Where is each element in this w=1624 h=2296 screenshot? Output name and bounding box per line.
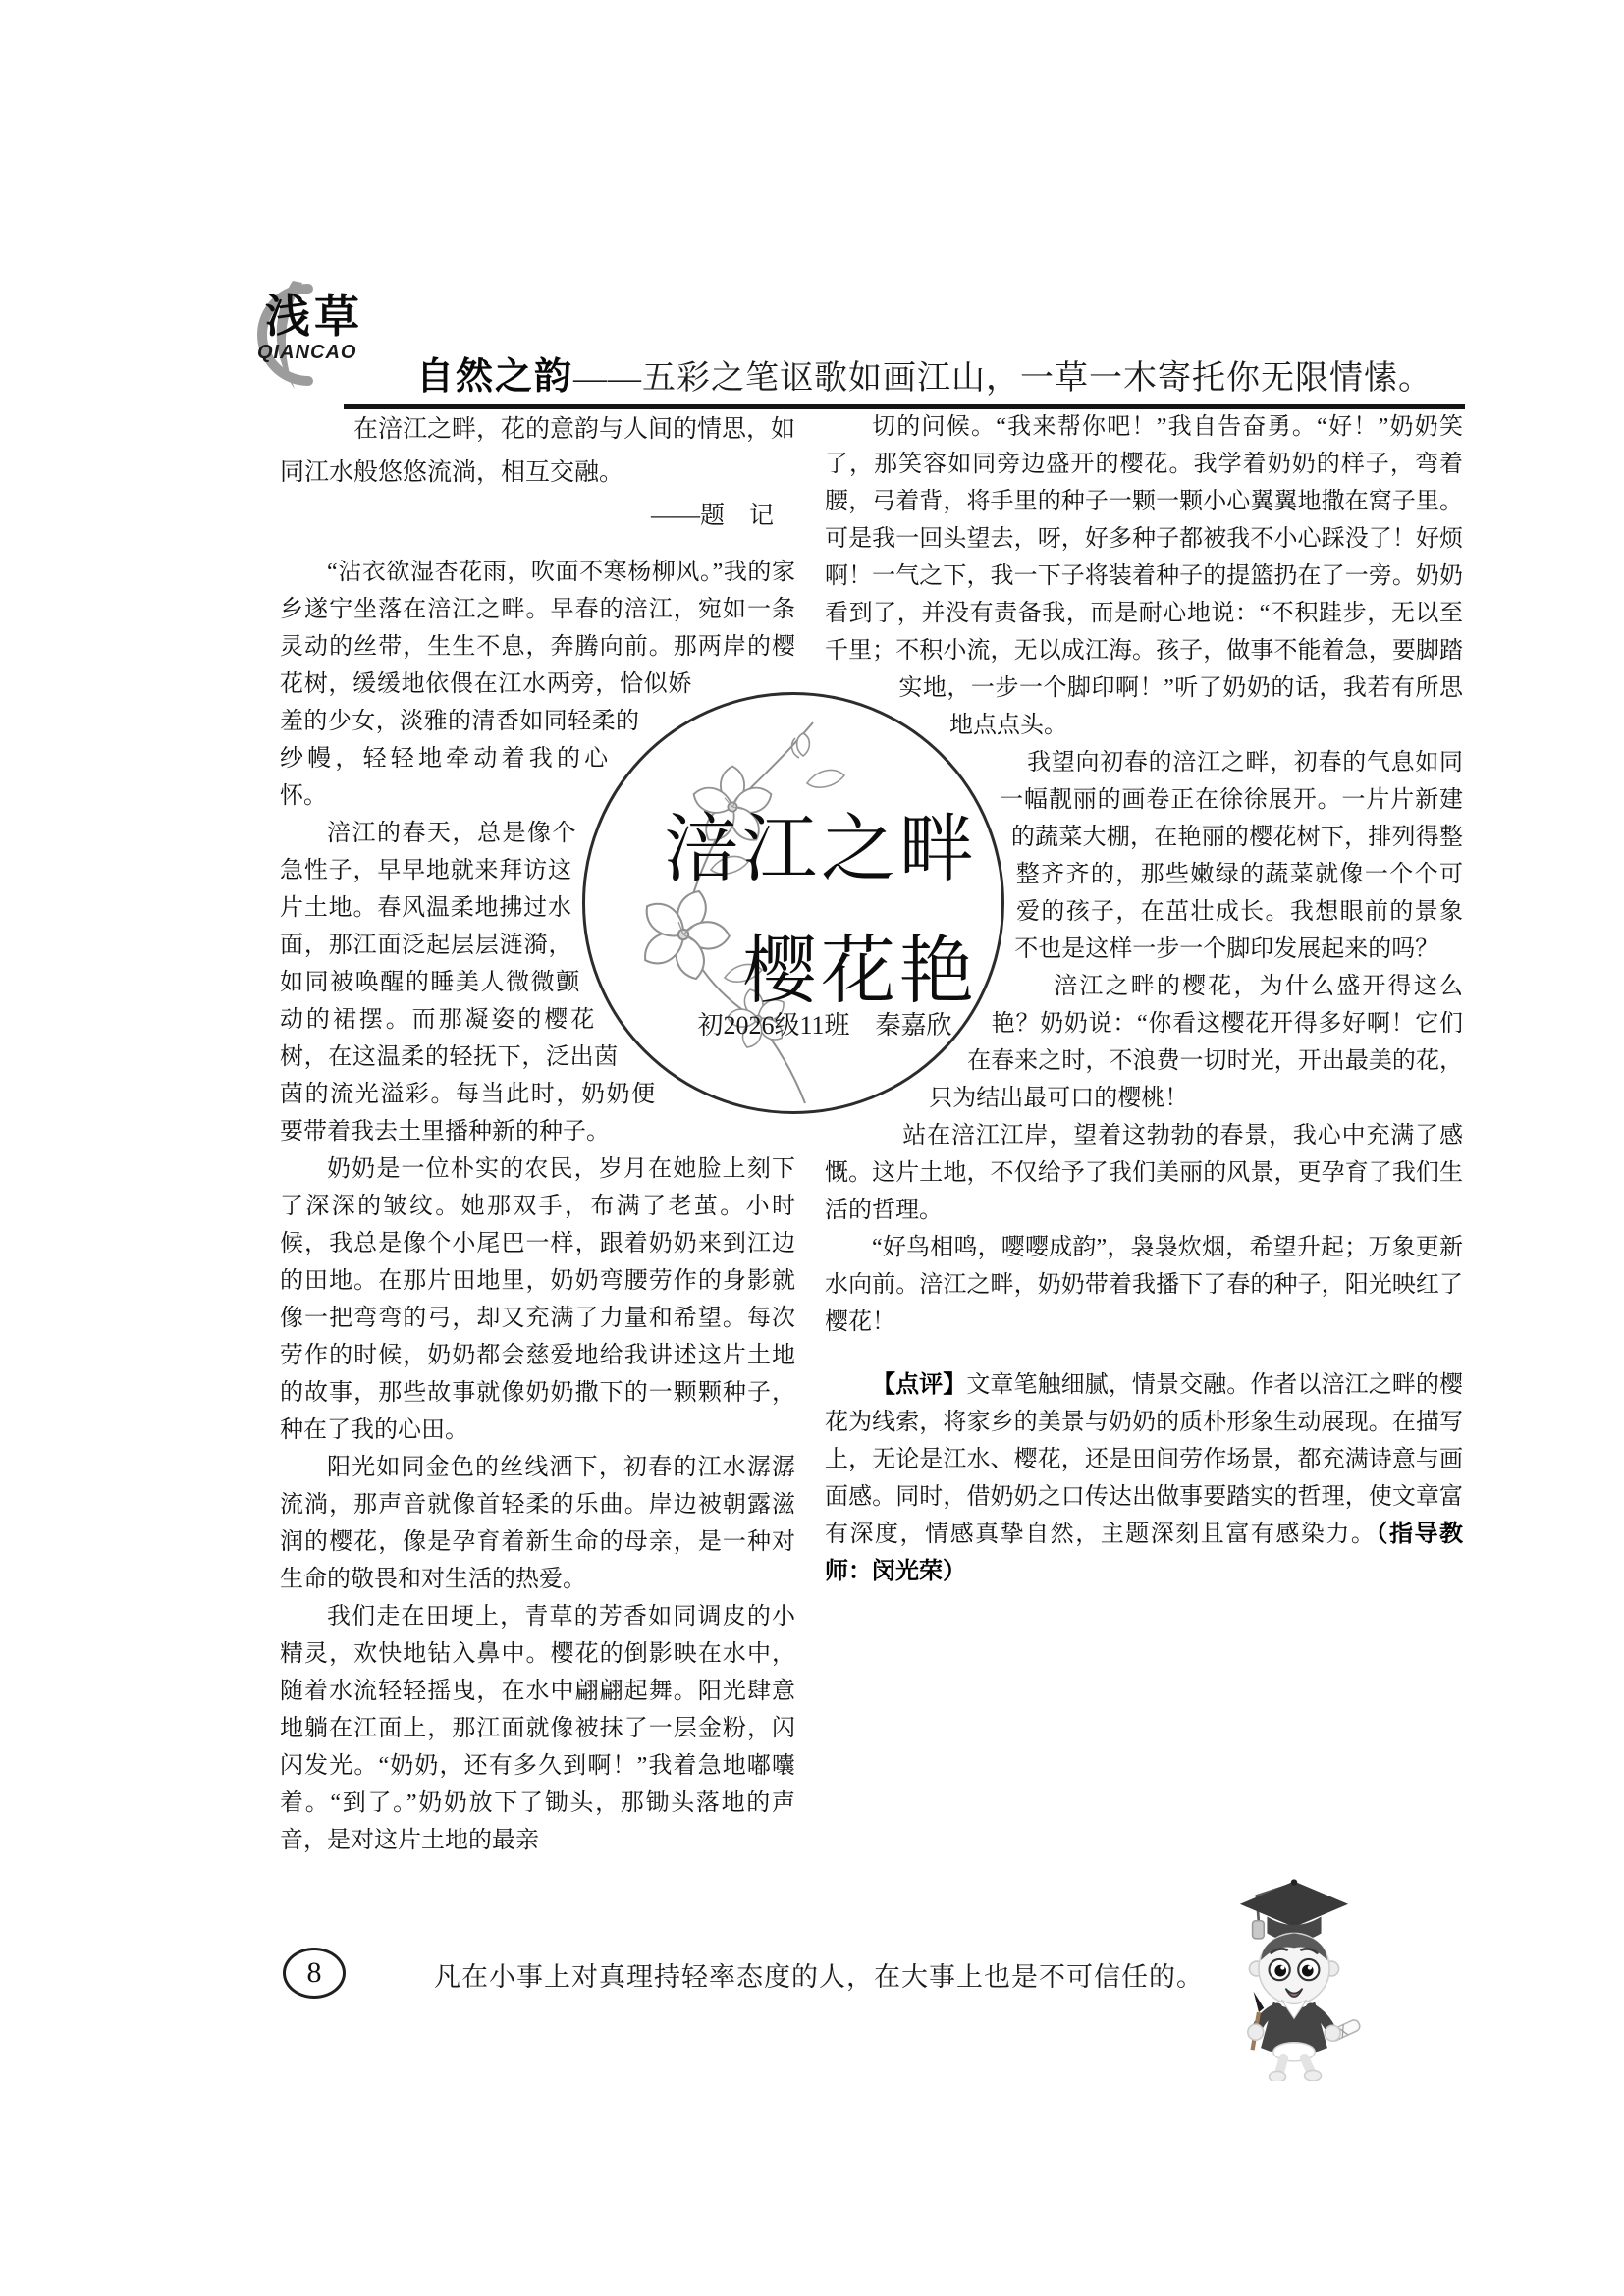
paragraph: “沾衣欲湿杏花雨，吹面不寒杨柳风。”我的家乡遂宁坐落在涪江之畔。早春的涪江，宛如一条灵动的丝带，生生不息，奔腾向前。那两岸的樱花树，缓缓地依偎在江水两旁，恰似娇羞的少女，淡雅的清香如同轻柔的纱幔，轻轻地牵动着我的心怀。 — [280, 560, 795, 809]
article-title-line2: 樱花艳 — [742, 930, 978, 1013]
logo-chinese-text: 浅草 — [265, 292, 363, 342]
paragraph: 阳光如同金色的丝线洒下，初春的江水潺潺流淌，那声音就像首轻柔的乐曲。岸边被朝露滋润的樱花，像是孕育着新生命的母亲，是一种对生命的敬畏和对生活的热爱。 — [280, 1455, 795, 1592]
article-title-line1: 涪江之畔 — [664, 808, 978, 891]
comment-text: 文章笔触细腻，情景交融。作者以涪江之畔的樱花为线索，将家乡的美景与奶奶的质朴形象生动展现。在描写上，无论是江水、樱花，还是田间劳作场景，都充满诗意与画面感。同时，借奶奶之口传达出做事要踏实的哲理，使文章富有深度，情感真挚自然，主题深刻且富有感染力。 — [825, 1372, 1464, 1547]
paragraph: 涪江之畔的樱花，为什么盛开得这么艳？奶奶说：“你看这樱花开得多好啊！它们在春来之时，不浪费一切时光，开出最美的花，只为结出最可口的樱桃！ — [929, 974, 1463, 1111]
paragraph: 站在涪江江岸，望着这勃勃的春景，我心中充满了感慨。这片土地，不仅给予了我们美丽的风景，更孕育了我们生活的哲理。 — [825, 1123, 1463, 1223]
column-subtitle: ——五彩之笔讴歌如画江山，一草一木寄托你无限情愫。 — [573, 360, 1434, 397]
epigraph-attribution: ——题 记 — [650, 503, 774, 529]
paragraph: 我们走在田埂上，青草的芳香如同调皮的小精灵，欢快地钻入鼻中。樱花的倒影映在水中，随着水流轻轻摇曳，在水中翩翩起舞。阳光肆意地躺在江面上，那江面就像被抹了一层金粉，闪闪发光。“奶奶，还有多久到啊！”我着急地嘟囔着。“到了。”奶奶放下了锄头，那锄头落地的声音，是对这片土地的最亲 — [280, 1604, 795, 1853]
author-class: 初2026级11班 — [697, 1011, 850, 1040]
comment-label: 【点评】 — [872, 1371, 967, 1398]
author-line — [585, 1005, 1001, 1041]
page-number-badge — [283, 1948, 346, 1999]
teacher-comment — [825, 1366, 1463, 1590]
column-title: 自然之韵 — [416, 356, 574, 398]
paragraph: 涪江的春天，总是像个急性子，早早地就来拜访这片土地。春风温柔地拂过水面，那江面泛起层层涟漪，如同被唤醒的睡美人微微颤动的裙摆。而那凝姿的樱花树，在这温柔的轻抚下，泛出茵茵的流光溢彩。每当此时，奶奶便要带着我去土里播种新的种子。 — [280, 821, 656, 1145]
author-name: 秦嘉欣 — [875, 1011, 952, 1040]
page-number: 8 — [306, 1956, 322, 1989]
paragraph: 我望向初春的涪江之畔，初春的气息如同一幅靓丽的画卷正在徐徐展开。一片片新建的蔬菜大棚，在艳丽的樱花树下，排列得整整齐齐的，那些嫩绿的蔬菜就像一个个可爱的孩子，在茁壮成长。我想眼前的景象不也是这样一步一个脚印发展起来的吗？ — [1000, 750, 1463, 962]
column-header — [416, 346, 1433, 400]
footer-quote: 凡在小事上对真理持轻率态度的人，在大事上也是不可信任的。 — [434, 1962, 1204, 1992]
graduate-mascot-icon — [1220, 1873, 1368, 2081]
article-title-circle — [582, 692, 1004, 1114]
comment-teacher: （指导教师：闵光荣） — [825, 1521, 1464, 1584]
article-title — [664, 789, 978, 1033]
paragraph: “好鸟相鸣，嘤嘤成韵”，袅袅炊烟，希望升起；万象更新水向前。涪江之畔，奶奶带着我播下了春的种子，阳光映红了樱花！ — [825, 1235, 1463, 1335]
paragraph: 奶奶是一位朴实的农民，岁月在她脸上刻下了深深的皱纹。她那双手，布满了老茧。小时候，我总是像个小尾巴一样，跟着奶奶来到江边的田地。在那片田地里，奶奶弯腰劳作的身影就像一把弯弯的弓，却又充满了力量和希望。每次劳作的时候，奶奶都会慈爱地给我讲述这片土地的故事，那些故事就像奶奶撒下的一颗颗种子，种在了我的心田。 — [280, 1156, 795, 1443]
epigraph — [280, 408, 795, 538]
paragraph: 切的问候。“我来帮你吧！”我自告奋勇。“好！”奶奶笑了，那笑容如同旁边盛开的樱花。我学着奶奶的样子，弯着腰，弓着背，将手里的种子一颗一颗小心翼翼地撒在窝子里。可是我一回头望去，呀，好多种子都被我不小心踩没了！好烦啊！一气之下，我一下子将装着种子的提篮扔在了一旁。奶奶看到了，并没有责备我，而是耐心地说：“不积跬步，无以至千里；不积小流，无以成江海。孩子，做事不能着急，要脚踏实地，一步一个脚印啊！”听了奶奶的话，我若有所思地点点头。 — [825, 414, 1463, 738]
article-body — [280, 408, 1463, 1859]
left-column — [280, 408, 795, 1859]
epigraph-text: 在涪江之畔，花的意韵与人间的情思，如同江水般悠悠流淌，相互交融。 — [280, 416, 796, 486]
qiancao-logo — [214, 273, 371, 395]
logo-latin-text: QIANCAO — [257, 342, 357, 363]
